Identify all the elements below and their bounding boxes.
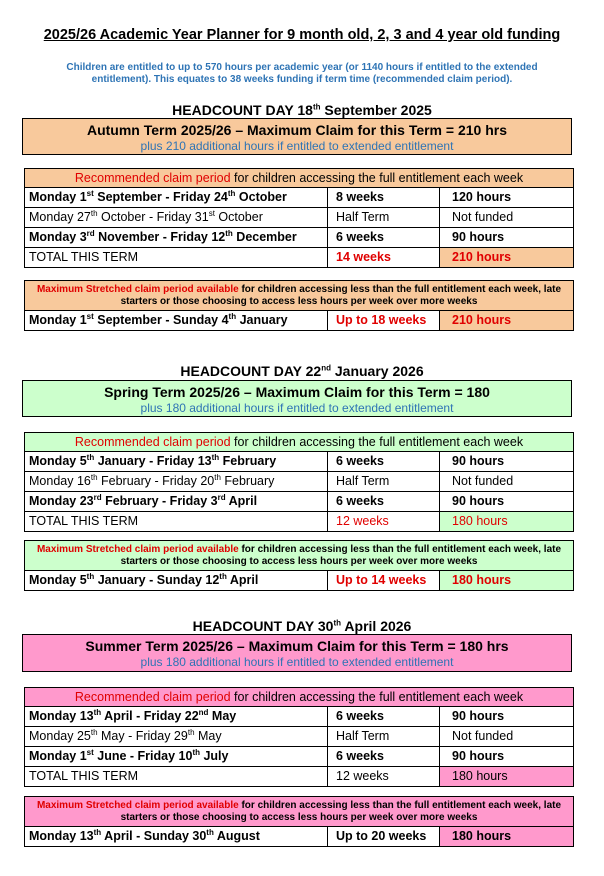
weeks-cell: 6 weeks xyxy=(328,452,440,471)
total-weeks: 14 weeks xyxy=(328,248,440,267)
total-hours: 210 hours xyxy=(440,248,573,267)
total-hours: 180 hours xyxy=(440,512,573,531)
hours-cell: 180 hours xyxy=(440,571,573,590)
stretched-row xyxy=(24,311,574,331)
period-cell: Monday 23rd February - Friday 3rd April xyxy=(25,492,328,511)
hours-cell: 90 hours xyxy=(452,709,505,723)
recommended-table-spring xyxy=(24,432,574,532)
total-row xyxy=(25,512,573,531)
stretched-table-spring xyxy=(24,540,574,591)
total-weeks: 12 weeks xyxy=(328,512,440,531)
weeks-cell: Up to 18 weeks xyxy=(328,311,440,330)
hours-cell: Not funded xyxy=(452,729,514,743)
total-label: TOTAL THIS TERM xyxy=(25,767,328,786)
period-cell: Monday 13th April - Sunday 30th August xyxy=(25,827,328,846)
period-cell: Monday 3rd November - Friday 12th December xyxy=(25,228,328,247)
term-subtitle: plus 210 additional hours if entitled to extended entitlement xyxy=(140,139,454,153)
total-label: TOTAL THIS TERM xyxy=(25,512,328,531)
headcount-day-spring: HEADCOUNT DAY 22nd January 2026 xyxy=(180,363,424,379)
weeks-cell: 6 weeks xyxy=(328,228,440,247)
weeks-cell: Up to 20 weeks xyxy=(328,827,440,846)
table-row xyxy=(25,228,573,248)
recommended-header: Recommended claim period for children accessing the full entitlement each week xyxy=(25,433,573,452)
weeks-cell: 6 weeks xyxy=(328,492,440,511)
table-row xyxy=(25,492,573,512)
period-cell: Monday 27th October - Friday 31st October xyxy=(25,208,328,227)
hours-cell: 90 hours xyxy=(452,494,505,508)
table-row xyxy=(25,707,573,727)
weeks-cell: Half Term xyxy=(328,727,440,746)
period-cell: Monday 25th May - Friday 29th May xyxy=(25,727,328,746)
recommended-header: Recommended claim period for children accessing the full entitlement each week xyxy=(25,688,573,707)
headcount-day-autumn: HEADCOUNT DAY 18th September 2025 xyxy=(172,102,432,118)
term-title: Spring Term 2025/26 – Maximum Claim for this Term = 180 xyxy=(104,384,490,400)
term-title: Summer Term 2025/26 – Maximum Claim for this Term = 180 hrs xyxy=(85,638,509,654)
hours-cell: 90 hours xyxy=(452,230,505,244)
weeks-cell: Up to 14 weeks xyxy=(328,571,440,590)
recommended-table-summer xyxy=(24,687,574,787)
hours-cell: 90 hours xyxy=(452,749,505,763)
weeks-cell: Half Term xyxy=(328,472,440,491)
hours-cell: Not funded xyxy=(452,210,514,224)
total-label: TOTAL THIS TERM xyxy=(25,248,328,267)
hours-cell: Not funded xyxy=(452,474,514,488)
table-row xyxy=(25,727,573,747)
hours-cell: 210 hours xyxy=(440,311,573,330)
table-row xyxy=(25,208,573,228)
intro-text: Children are entitled to up to 570 hours per academic year (or 1140 hours if entitled to the extended entitlement). This equates to 38 weeks funding if term time (recommended claim period). xyxy=(66,62,538,85)
stretched-row xyxy=(24,827,574,847)
stretched-header: Maximum Stretched claim period available for children accessing less than the full entitlement each week, late starters or those choosing to access less hours per week over more weeks xyxy=(24,280,574,311)
stretched-row xyxy=(24,571,574,591)
hours-cell: 90 hours xyxy=(452,454,505,468)
term-box-spring xyxy=(22,380,572,417)
table-row xyxy=(25,188,573,208)
recommended-table-autumn xyxy=(24,168,574,268)
table-row xyxy=(25,472,573,492)
term-box-autumn xyxy=(22,118,572,155)
period-cell: Monday 5th January - Sunday 12th April xyxy=(25,571,328,590)
term-subtitle: plus 180 additional hours if entitled to extended entitlement xyxy=(140,655,454,669)
term-box-summer xyxy=(22,634,572,672)
table-row xyxy=(25,452,573,472)
period-cell: Monday 16th February - Friday 20th February xyxy=(25,472,328,491)
page-title: 2025/26 Academic Year Planner for 9 month old, 2, 3 and 4 year old funding xyxy=(43,27,561,43)
total-weeks: 12 weeks xyxy=(328,767,440,786)
term-subtitle: plus 180 additional hours if entitled to extended entitlement xyxy=(140,401,454,415)
term-title: Autumn Term 2025/26 – Maximum Claim for this Term = 210 hrs xyxy=(86,122,507,138)
total-row xyxy=(25,248,573,267)
recommended-header: Recommended claim period for children accessing the full entitlement each week xyxy=(25,169,573,188)
headcount-day-summer: HEADCOUNT DAY 30th April 2026 xyxy=(192,618,412,634)
stretched-header: Maximum Stretched claim period available for children accessing less than the full entitlement each week, late starters or those choosing to access less hours per week over more weeks xyxy=(24,796,574,827)
period-cell: Monday 1st June - Friday 10th July xyxy=(25,747,328,766)
total-hours: 180 hours xyxy=(440,767,573,786)
weeks-cell: 6 weeks xyxy=(328,707,440,726)
period-cell: Monday 5th January - Friday 13th February xyxy=(25,452,328,471)
period-cell: Monday 13th April - Friday 22nd May xyxy=(25,707,328,726)
period-cell: Monday 1st September - Sunday 4th January xyxy=(25,311,328,330)
period-cell: Monday 1st September - Friday 24th October xyxy=(25,188,328,207)
weeks-cell: Half Term xyxy=(328,208,440,227)
stretched-table-autumn xyxy=(24,280,574,331)
stretched-table-summer xyxy=(24,796,574,847)
table-row xyxy=(25,747,573,767)
hours-cell: 180 hours xyxy=(440,827,573,846)
weeks-cell: 8 weeks xyxy=(328,188,440,207)
hours-cell: 120 hours xyxy=(452,190,512,204)
weeks-cell: 6 weeks xyxy=(328,747,440,766)
stretched-header: Maximum Stretched claim period available for children accessing less than the full entitlement each week, late starters or those choosing to access less hours per week over more weeks xyxy=(24,540,574,571)
total-row xyxy=(25,767,573,786)
